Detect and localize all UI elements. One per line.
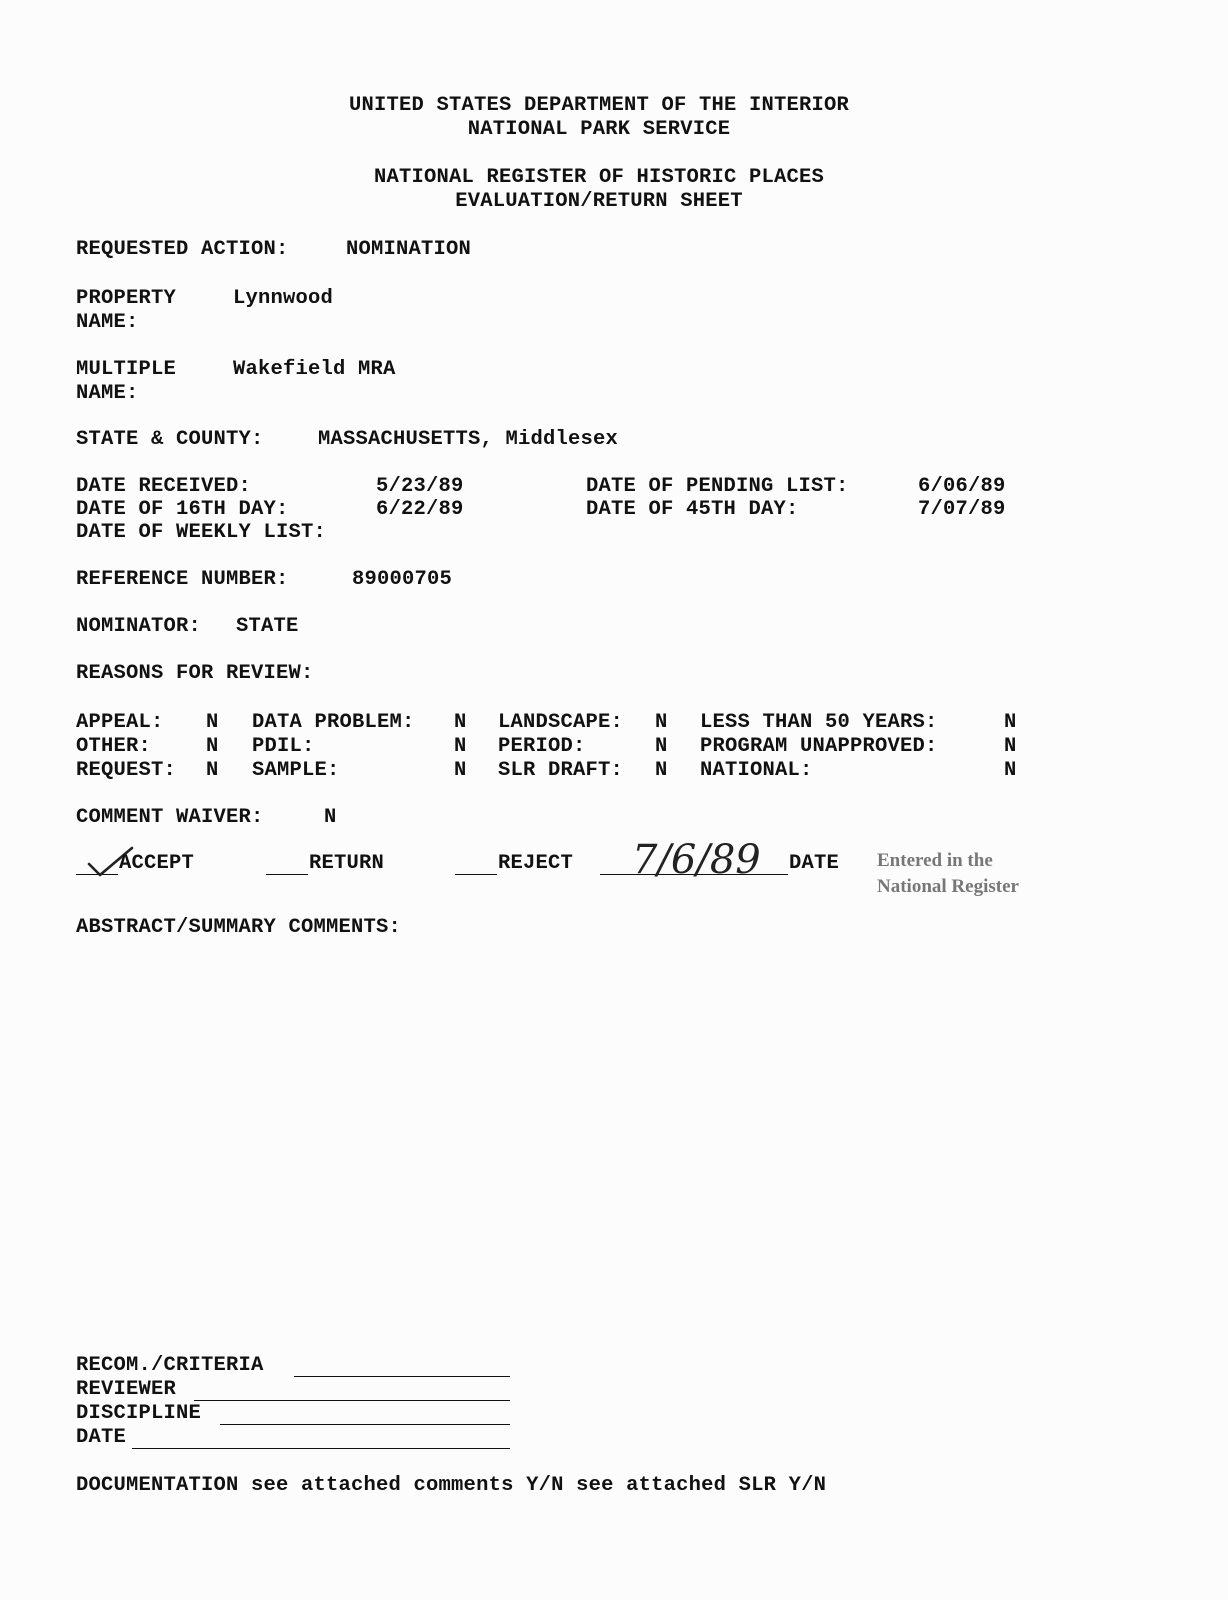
header-register: NATIONAL REGISTER OF HISTORIC PLACES: [373, 166, 825, 189]
reason-value: N: [1004, 711, 1017, 734]
date-16th-value: 6/22/89: [376, 498, 464, 521]
date-received-value: 5/23/89: [376, 475, 464, 498]
recom-criteria-label: RECOM./CRITERIA: [76, 1354, 264, 1377]
reason-label: PROGRAM UNAPPROVED:: [700, 735, 938, 758]
comment-waiver-value: N: [324, 806, 337, 829]
handwritten-date: 7/6/89: [632, 837, 761, 883]
date-pending-label: DATE OF PENDING LIST:: [586, 475, 849, 498]
reason-label: OTHER:: [76, 735, 152, 758]
property-label: PROPERTY: [76, 287, 177, 310]
reject-line: [455, 874, 497, 875]
reason-label: PERIOD:: [498, 735, 586, 758]
header-sheet-title: EVALUATION/RETURN SHEET: [455, 190, 743, 213]
reason-value: N: [655, 711, 668, 734]
signoff-date-label: DATE: [76, 1426, 127, 1449]
abstract-label: ABSTRACT/SUMMARY COMMENTS:: [76, 916, 402, 939]
reason-value: N: [206, 759, 219, 782]
multiple-name-value: Wakefield MRA: [233, 358, 396, 381]
comment-waiver-label: COMMENT WAIVER:: [76, 806, 264, 829]
reason-value: N: [655, 759, 668, 782]
property-name-label: NAME:: [76, 311, 139, 334]
date-45th-label: DATE OF 45TH DAY:: [586, 498, 799, 521]
date-45th-value: 7/07/89: [918, 498, 1006, 521]
discipline-field[interactable]: [220, 1424, 510, 1425]
reason-label: REQUEST:: [76, 759, 177, 782]
reasons-label: REASONS FOR REVIEW:: [76, 662, 314, 685]
reason-label: SLR DRAFT:: [498, 759, 624, 782]
reason-label: NATIONAL:: [700, 759, 813, 782]
reason-value: N: [454, 711, 467, 734]
recom-criteria-field[interactable]: [294, 1376, 510, 1377]
requested-action-value: NOMINATION: [346, 238, 472, 261]
date-16th-label: DATE OF 16TH DAY:: [76, 498, 289, 521]
reason-value: N: [454, 759, 467, 782]
reason-label: DATA PROBLEM:: [252, 711, 415, 734]
multiple-label: MULTIPLE: [76, 358, 177, 381]
reason-label: APPEAL:: [76, 711, 164, 734]
reason-value: N: [454, 735, 467, 758]
return-line: [266, 874, 308, 875]
reference-value: 89000705: [352, 568, 453, 591]
reason-label: PDIL:: [252, 735, 315, 758]
reviewer-label: REVIEWER: [76, 1378, 177, 1401]
header-department: UNITED STATES DEPARTMENT OF THE INTERIOR: [348, 94, 850, 117]
state-county-value: MASSACHUSETTS, Middlesex: [318, 428, 619, 451]
date-pending-value: 6/06/89: [918, 475, 1006, 498]
entered-stamp-line1: Entered in the: [877, 850, 993, 871]
multiple-name-label: NAME:: [76, 382, 139, 405]
reason-value: N: [1004, 759, 1017, 782]
reference-label: REFERENCE NUMBER:: [76, 568, 289, 591]
reason-value: N: [1004, 735, 1017, 758]
reason-value: N: [206, 735, 219, 758]
date-weekly-label: DATE OF WEEKLY LIST:: [76, 521, 327, 544]
decision-date-label: DATE: [789, 852, 840, 875]
reason-value: N: [655, 735, 668, 758]
reason-label: LANDSCAPE:: [498, 711, 624, 734]
reason-label: SAMPLE:: [252, 759, 340, 782]
nominator-label: NOMINATOR:: [76, 615, 202, 638]
entered-stamp-line2: National Register: [877, 876, 1019, 897]
header-agency: NATIONAL PARK SERVICE: [467, 118, 731, 141]
property-name-value: Lynnwood: [233, 287, 334, 310]
reason-label: LESS THAN 50 YEARS:: [700, 711, 938, 734]
reason-value: N: [206, 711, 219, 734]
reject-option[interactable]: REJECT: [498, 852, 574, 875]
return-option[interactable]: RETURN: [309, 852, 385, 875]
state-county-label: STATE & COUNTY:: [76, 428, 264, 451]
accept-option[interactable]: ACCEPT: [119, 852, 195, 875]
nominator-value: STATE: [236, 615, 299, 638]
date-received-label: DATE RECEIVED:: [76, 475, 252, 498]
documentation-line: DOCUMENTATION see attached comments Y/N see attached SLR Y/N: [76, 1474, 827, 1497]
signoff-date-field[interactable]: [132, 1448, 510, 1449]
reviewer-field[interactable]: [194, 1400, 510, 1401]
discipline-label: DISCIPLINE: [76, 1402, 202, 1425]
requested-action-label: REQUESTED ACTION:: [76, 238, 289, 261]
